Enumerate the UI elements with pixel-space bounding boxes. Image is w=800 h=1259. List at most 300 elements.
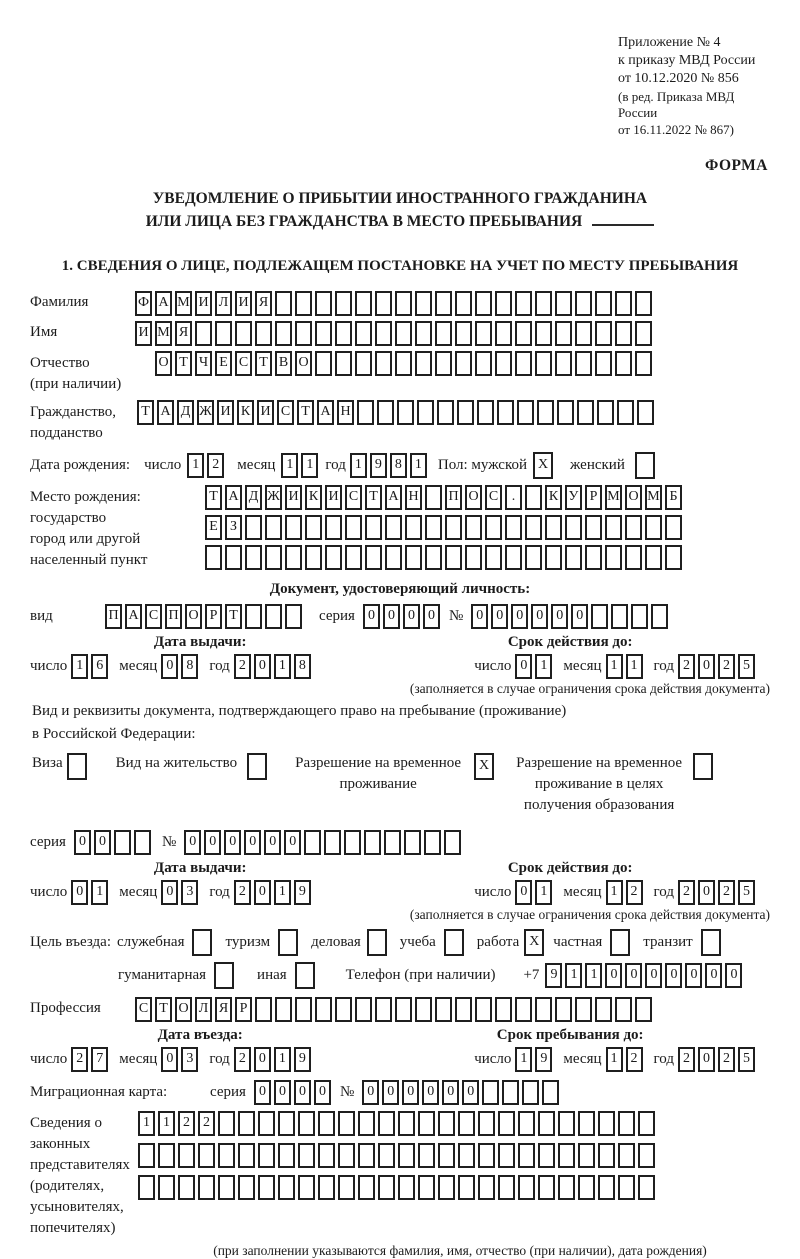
form-cell[interactable] — [265, 604, 282, 629]
form-cell[interactable] — [438, 1175, 455, 1200]
form-cell[interactable] — [557, 400, 574, 425]
form-cell[interactable] — [355, 321, 372, 346]
purpose-transit-checkbox[interactable] — [701, 929, 724, 956]
form-cell[interactable]: 0 — [625, 963, 642, 988]
form-cell[interactable]: 0 — [382, 1080, 399, 1105]
form-cell[interactable]: С — [135, 997, 152, 1022]
form-cell[interactable]: 1 — [535, 654, 552, 679]
form-cell[interactable]: П — [165, 604, 182, 629]
doc-issue-day-cells[interactable] — [71, 654, 111, 679]
form-cell[interactable]: И — [325, 485, 342, 510]
form-cell[interactable] — [598, 1143, 615, 1168]
form-cell[interactable]: . — [505, 485, 522, 510]
form-cell[interactable] — [365, 545, 382, 570]
form-cell[interactable]: 2 — [718, 880, 735, 905]
form-cell[interactable] — [558, 1143, 575, 1168]
surname-cells[interactable] — [135, 291, 655, 316]
form-cell[interactable] — [398, 1175, 415, 1200]
form-cell[interactable] — [495, 321, 512, 346]
form-cell[interactable]: 1 — [274, 880, 291, 905]
form-cell[interactable] — [638, 1111, 655, 1136]
form-cell[interactable] — [238, 1143, 255, 1168]
vnj-checkbox[interactable] — [247, 753, 270, 780]
form-cell[interactable] — [367, 929, 387, 956]
form-cell[interactable]: 0 — [71, 880, 88, 905]
form-cell[interactable] — [245, 515, 262, 540]
form-cell[interactable] — [585, 545, 602, 570]
form-cell[interactable] — [335, 291, 352, 316]
form-cell[interactable] — [225, 545, 242, 570]
form-cell[interactable] — [335, 321, 352, 346]
rvp-education-checkbox[interactable] — [693, 753, 716, 780]
form-cell[interactable] — [384, 830, 401, 855]
form-cell[interactable] — [192, 929, 212, 956]
residence-issue-month-cells[interactable] — [161, 880, 201, 905]
form-cell[interactable] — [198, 1143, 215, 1168]
form-cell[interactable] — [693, 753, 713, 780]
form-cell[interactable]: 1 — [158, 1111, 175, 1136]
form-cell[interactable]: 2 — [626, 880, 643, 905]
form-cell[interactable] — [398, 1111, 415, 1136]
form-cell[interactable]: О — [295, 351, 312, 376]
form-cell[interactable]: Т — [365, 485, 382, 510]
form-cell[interactable] — [565, 545, 582, 570]
form-cell[interactable] — [485, 545, 502, 570]
form-cell[interactable] — [458, 1111, 475, 1136]
form-cell[interactable] — [555, 351, 572, 376]
phone-cells[interactable] — [545, 963, 745, 988]
residence-issue-year-cells[interactable] — [234, 880, 314, 905]
form-cell[interactable] — [418, 1143, 435, 1168]
form-cell[interactable]: О — [185, 604, 202, 629]
form-cell[interactable] — [555, 291, 572, 316]
form-cell[interactable]: А — [385, 485, 402, 510]
form-cell[interactable]: Т — [205, 485, 222, 510]
form-cell[interactable]: 8 — [181, 654, 198, 679]
form-cell[interactable]: 0 — [551, 604, 568, 629]
form-cell[interactable] — [218, 1175, 235, 1200]
form-cell[interactable]: 0 — [204, 830, 221, 855]
form-cell[interactable] — [364, 830, 381, 855]
form-cell[interactable] — [358, 1111, 375, 1136]
form-cell[interactable]: Л — [195, 997, 212, 1022]
form-cell[interactable] — [525, 545, 542, 570]
form-cell[interactable] — [415, 321, 432, 346]
form-cell[interactable] — [617, 400, 634, 425]
form-cell[interactable] — [618, 1111, 635, 1136]
form-cell[interactable]: 2 — [234, 880, 251, 905]
form-cell[interactable] — [375, 291, 392, 316]
form-cell[interactable] — [701, 929, 721, 956]
form-cell[interactable]: А — [317, 400, 334, 425]
form-cell[interactable]: А — [225, 485, 242, 510]
form-cell[interactable]: 8 — [390, 453, 407, 478]
form-cell[interactable] — [425, 515, 442, 540]
form-cell[interactable] — [495, 997, 512, 1022]
residence-expiry-year-cells[interactable] — [678, 880, 758, 905]
form-cell[interactable] — [295, 291, 312, 316]
form-cell[interactable]: 9 — [545, 963, 562, 988]
form-cell[interactable]: 1 — [535, 880, 552, 905]
form-cell[interactable]: 0 — [511, 604, 528, 629]
purpose-humanitarian-checkbox[interactable] — [214, 962, 237, 989]
purpose-business-checkbox[interactable] — [367, 929, 390, 956]
form-cell[interactable] — [198, 1175, 215, 1200]
form-cell[interactable]: 3 — [181, 1047, 198, 1072]
purpose-work-checkbox[interactable] — [524, 929, 547, 956]
form-cell[interactable] — [365, 515, 382, 540]
form-cell[interactable] — [358, 1143, 375, 1168]
form-cell[interactable] — [598, 1175, 615, 1200]
form-cell[interactable] — [265, 545, 282, 570]
entry-day-cells[interactable] — [71, 1047, 111, 1072]
form-cell[interactable] — [635, 997, 652, 1022]
form-cell[interactable]: 0 — [294, 1080, 311, 1105]
form-cell[interactable] — [455, 351, 472, 376]
form-cell[interactable] — [195, 321, 212, 346]
form-cell[interactable] — [438, 1111, 455, 1136]
representatives-cells-row2[interactable] — [138, 1143, 658, 1168]
form-cell[interactable] — [518, 1143, 535, 1168]
form-cell[interactable]: С — [145, 604, 162, 629]
form-cell[interactable]: 0 — [274, 1080, 291, 1105]
form-cell[interactable]: Р — [585, 485, 602, 510]
form-cell[interactable]: 0 — [725, 963, 742, 988]
form-cell[interactable] — [538, 1175, 555, 1200]
form-cell[interactable]: 2 — [678, 654, 695, 679]
form-cell[interactable] — [435, 997, 452, 1022]
form-cell[interactable] — [318, 1111, 335, 1136]
form-cell[interactable]: У — [565, 485, 582, 510]
form-cell[interactable]: 0 — [515, 880, 532, 905]
form-cell[interactable] — [498, 1143, 515, 1168]
form-cell[interactable]: 3 — [181, 880, 198, 905]
form-cell[interactable]: Т — [255, 351, 272, 376]
form-cell[interactable]: 1 — [91, 880, 108, 905]
form-cell[interactable] — [538, 1143, 555, 1168]
birth-year-cells[interactable] — [350, 453, 430, 478]
form-cell[interactable]: 1 — [301, 453, 318, 478]
form-cell[interactable] — [114, 830, 131, 855]
form-cell[interactable] — [425, 545, 442, 570]
form-cell[interactable] — [577, 400, 594, 425]
form-cell[interactable] — [495, 291, 512, 316]
form-cell[interactable] — [565, 515, 582, 540]
form-cell[interactable]: Б — [665, 485, 682, 510]
residence-series-cells[interactable] — [74, 830, 154, 855]
entry-year-cells[interactable] — [234, 1047, 314, 1072]
form-cell[interactable]: 1 — [626, 654, 643, 679]
form-cell[interactable] — [318, 1175, 335, 1200]
form-cell[interactable] — [325, 545, 342, 570]
form-cell[interactable] — [518, 1175, 535, 1200]
stay-day-cells[interactable] — [515, 1047, 555, 1072]
form-cell[interactable] — [298, 1111, 315, 1136]
form-cell[interactable] — [378, 1175, 395, 1200]
form-cell[interactable] — [595, 321, 612, 346]
form-cell[interactable]: 0 — [362, 1080, 379, 1105]
form-cell[interactable] — [638, 1143, 655, 1168]
form-cell[interactable] — [245, 604, 262, 629]
residence-number-cells[interactable] — [184, 830, 464, 855]
form-cell[interactable] — [214, 962, 234, 989]
form-cell[interactable]: X — [474, 753, 494, 780]
form-cell[interactable] — [631, 604, 648, 629]
form-cell[interactable]: З — [225, 515, 242, 540]
form-cell[interactable]: 0 — [184, 830, 201, 855]
form-cell[interactable] — [497, 400, 514, 425]
form-cell[interactable]: 0 — [284, 830, 301, 855]
gender-female-checkbox[interactable] — [635, 452, 658, 479]
form-cell[interactable] — [665, 515, 682, 540]
purpose-private-checkbox[interactable] — [610, 929, 633, 956]
stay-year-cells[interactable] — [678, 1047, 758, 1072]
form-cell[interactable] — [578, 1143, 595, 1168]
form-cell[interactable]: С — [485, 485, 502, 510]
form-cell[interactable]: Е — [215, 351, 232, 376]
residence-issue-day-cells[interactable] — [71, 880, 111, 905]
form-cell[interactable] — [275, 291, 292, 316]
form-cell[interactable]: Я — [215, 997, 232, 1022]
form-cell[interactable] — [595, 351, 612, 376]
form-cell[interactable] — [405, 515, 422, 540]
form-cell[interactable] — [425, 485, 442, 510]
birthplace-cells-row3[interactable] — [205, 545, 685, 570]
form-cell[interactable]: 0 — [422, 1080, 439, 1105]
form-cell[interactable] — [355, 997, 372, 1022]
form-cell[interactable] — [304, 830, 321, 855]
form-cell[interactable] — [358, 1175, 375, 1200]
purpose-other-checkbox[interactable] — [295, 962, 318, 989]
form-cell[interactable]: 0 — [254, 880, 271, 905]
form-cell[interactable] — [498, 1175, 515, 1200]
form-cell[interactable]: 0 — [161, 654, 178, 679]
form-cell[interactable]: К — [237, 400, 254, 425]
form-cell[interactable] — [205, 545, 222, 570]
form-cell[interactable]: Т — [175, 351, 192, 376]
form-cell[interactable]: К — [305, 485, 322, 510]
form-cell[interactable] — [338, 1143, 355, 1168]
form-cell[interactable]: П — [105, 604, 122, 629]
form-cell[interactable]: А — [157, 400, 174, 425]
form-cell[interactable] — [605, 515, 622, 540]
form-cell[interactable] — [395, 291, 412, 316]
form-cell[interactable] — [515, 351, 532, 376]
form-cell[interactable]: 1 — [138, 1111, 155, 1136]
form-cell[interactable]: 2 — [198, 1111, 215, 1136]
form-cell[interactable] — [275, 321, 292, 346]
form-cell[interactable]: Д — [177, 400, 194, 425]
form-cell[interactable] — [615, 291, 632, 316]
form-cell[interactable] — [335, 351, 352, 376]
form-cell[interactable]: 2 — [207, 453, 224, 478]
form-cell[interactable]: 0 — [698, 880, 715, 905]
form-cell[interactable] — [255, 321, 272, 346]
form-cell[interactable]: 0 — [705, 963, 722, 988]
form-cell[interactable] — [357, 400, 374, 425]
form-cell[interactable] — [295, 997, 312, 1022]
form-cell[interactable]: 0 — [698, 654, 715, 679]
form-cell[interactable] — [635, 321, 652, 346]
form-cell[interactable] — [247, 753, 267, 780]
form-cell[interactable] — [457, 400, 474, 425]
form-cell[interactable] — [295, 321, 312, 346]
form-cell[interactable] — [597, 400, 614, 425]
form-cell[interactable]: 2 — [678, 1047, 695, 1072]
form-cell[interactable] — [435, 351, 452, 376]
form-cell[interactable] — [338, 1175, 355, 1200]
form-cell[interactable] — [518, 1111, 535, 1136]
form-cell[interactable] — [238, 1175, 255, 1200]
form-cell[interactable] — [558, 1111, 575, 1136]
form-cell[interactable] — [535, 291, 552, 316]
form-cell[interactable]: 2 — [234, 654, 251, 679]
form-cell[interactable] — [638, 1175, 655, 1200]
form-cell[interactable]: 1 — [274, 654, 291, 679]
purpose-study-checkbox[interactable] — [444, 929, 467, 956]
entry-month-cells[interactable] — [161, 1047, 201, 1072]
form-cell[interactable] — [404, 830, 421, 855]
form-cell[interactable]: 1 — [350, 453, 367, 478]
form-cell[interactable] — [335, 997, 352, 1022]
form-cell[interactable] — [324, 830, 341, 855]
form-cell[interactable] — [395, 321, 412, 346]
form-cell[interactable] — [585, 515, 602, 540]
form-cell[interactable]: 0 — [244, 830, 261, 855]
doc-type-cells[interactable] — [105, 604, 305, 629]
form-cell[interactable] — [575, 351, 592, 376]
migration-series-cells[interactable] — [254, 1080, 334, 1105]
doc-expiry-month-cells[interactable] — [606, 654, 646, 679]
form-cell[interactable]: И — [195, 291, 212, 316]
form-cell[interactable]: М — [155, 321, 172, 346]
form-cell[interactable]: 9 — [294, 1047, 311, 1072]
form-cell[interactable] — [575, 321, 592, 346]
form-cell[interactable] — [235, 321, 252, 346]
form-cell[interactable] — [345, 515, 362, 540]
form-cell[interactable]: 0 — [471, 604, 488, 629]
form-cell[interactable]: 0 — [605, 963, 622, 988]
birthplace-cells-row1[interactable] — [205, 485, 685, 510]
form-cell[interactable] — [477, 400, 494, 425]
form-cell[interactable]: 1 — [606, 654, 623, 679]
doc-issue-month-cells[interactable] — [161, 654, 201, 679]
form-cell[interactable] — [505, 545, 522, 570]
form-cell[interactable] — [375, 997, 392, 1022]
form-cell[interactable] — [158, 1143, 175, 1168]
form-cell[interactable] — [385, 545, 402, 570]
form-cell[interactable] — [465, 545, 482, 570]
form-cell[interactable] — [618, 1175, 635, 1200]
form-cell[interactable] — [515, 291, 532, 316]
representatives-cells-row3[interactable] — [138, 1175, 658, 1200]
form-cell[interactable] — [615, 351, 632, 376]
doc-series-cells[interactable] — [363, 604, 443, 629]
form-cell[interactable]: 9 — [370, 453, 387, 478]
form-cell[interactable]: О — [155, 351, 172, 376]
form-cell[interactable] — [278, 929, 298, 956]
form-cell[interactable] — [598, 1111, 615, 1136]
form-cell[interactable]: Я — [255, 291, 272, 316]
form-cell[interactable] — [498, 1111, 515, 1136]
birth-month-cells[interactable] — [281, 453, 321, 478]
form-cell[interactable]: 2 — [678, 880, 695, 905]
form-cell[interactable] — [397, 400, 414, 425]
form-cell[interactable] — [305, 515, 322, 540]
form-cell[interactable] — [535, 321, 552, 346]
form-cell[interactable] — [458, 1175, 475, 1200]
form-cell[interactable]: О — [465, 485, 482, 510]
form-cell[interactable] — [615, 321, 632, 346]
form-cell[interactable]: И — [135, 321, 152, 346]
form-cell[interactable] — [445, 515, 462, 540]
migration-number-cells[interactable] — [362, 1080, 562, 1105]
form-cell[interactable]: 0 — [254, 1080, 271, 1105]
form-cell[interactable]: И — [235, 291, 252, 316]
form-cell[interactable] — [278, 1143, 295, 1168]
form-cell[interactable] — [258, 1111, 275, 1136]
form-cell[interactable] — [482, 1080, 499, 1105]
form-cell[interactable] — [625, 515, 642, 540]
form-cell[interactable] — [455, 997, 472, 1022]
form-cell[interactable]: 0 — [571, 604, 588, 629]
form-cell[interactable] — [315, 351, 332, 376]
form-cell[interactable]: 1 — [565, 963, 582, 988]
form-cell[interactable] — [405, 545, 422, 570]
form-cell[interactable] — [344, 830, 361, 855]
form-cell[interactable]: 0 — [462, 1080, 479, 1105]
visa-checkbox[interactable] — [67, 753, 90, 780]
form-cell[interactable] — [218, 1111, 235, 1136]
form-cell[interactable] — [478, 1143, 495, 1168]
form-cell[interactable]: 2 — [718, 654, 735, 679]
form-cell[interactable] — [575, 291, 592, 316]
form-cell[interactable]: М — [175, 291, 192, 316]
form-cell[interactable] — [558, 1175, 575, 1200]
form-cell[interactable] — [375, 321, 392, 346]
form-cell[interactable] — [515, 997, 532, 1022]
form-cell[interactable] — [618, 1143, 635, 1168]
form-cell[interactable] — [378, 1111, 395, 1136]
form-cell[interactable]: Ж — [197, 400, 214, 425]
form-cell[interactable] — [444, 830, 461, 855]
form-cell[interactable] — [495, 351, 512, 376]
form-cell[interactable]: 2 — [234, 1047, 251, 1072]
form-cell[interactable]: 0 — [74, 830, 91, 855]
form-cell[interactable] — [537, 400, 554, 425]
form-cell[interactable]: X — [524, 929, 544, 956]
form-cell[interactable] — [398, 1143, 415, 1168]
form-cell[interactable] — [285, 604, 302, 629]
form-cell[interactable]: С — [345, 485, 362, 510]
form-cell[interactable]: 9 — [294, 880, 311, 905]
form-cell[interactable] — [218, 1143, 235, 1168]
form-cell[interactable]: Я — [175, 321, 192, 346]
form-cell[interactable] — [615, 997, 632, 1022]
form-cell[interactable]: М — [605, 485, 622, 510]
form-cell[interactable] — [637, 400, 654, 425]
form-cell[interactable]: 5 — [738, 1047, 755, 1072]
form-cell[interactable]: 5 — [738, 654, 755, 679]
form-cell[interactable] — [505, 515, 522, 540]
form-cell[interactable] — [475, 351, 492, 376]
purpose-official-checkbox[interactable] — [192, 929, 215, 956]
form-cell[interactable] — [138, 1143, 155, 1168]
form-cell[interactable] — [475, 321, 492, 346]
form-cell[interactable]: 0 — [531, 604, 548, 629]
form-cell[interactable] — [485, 515, 502, 540]
form-cell[interactable]: Е — [205, 515, 222, 540]
